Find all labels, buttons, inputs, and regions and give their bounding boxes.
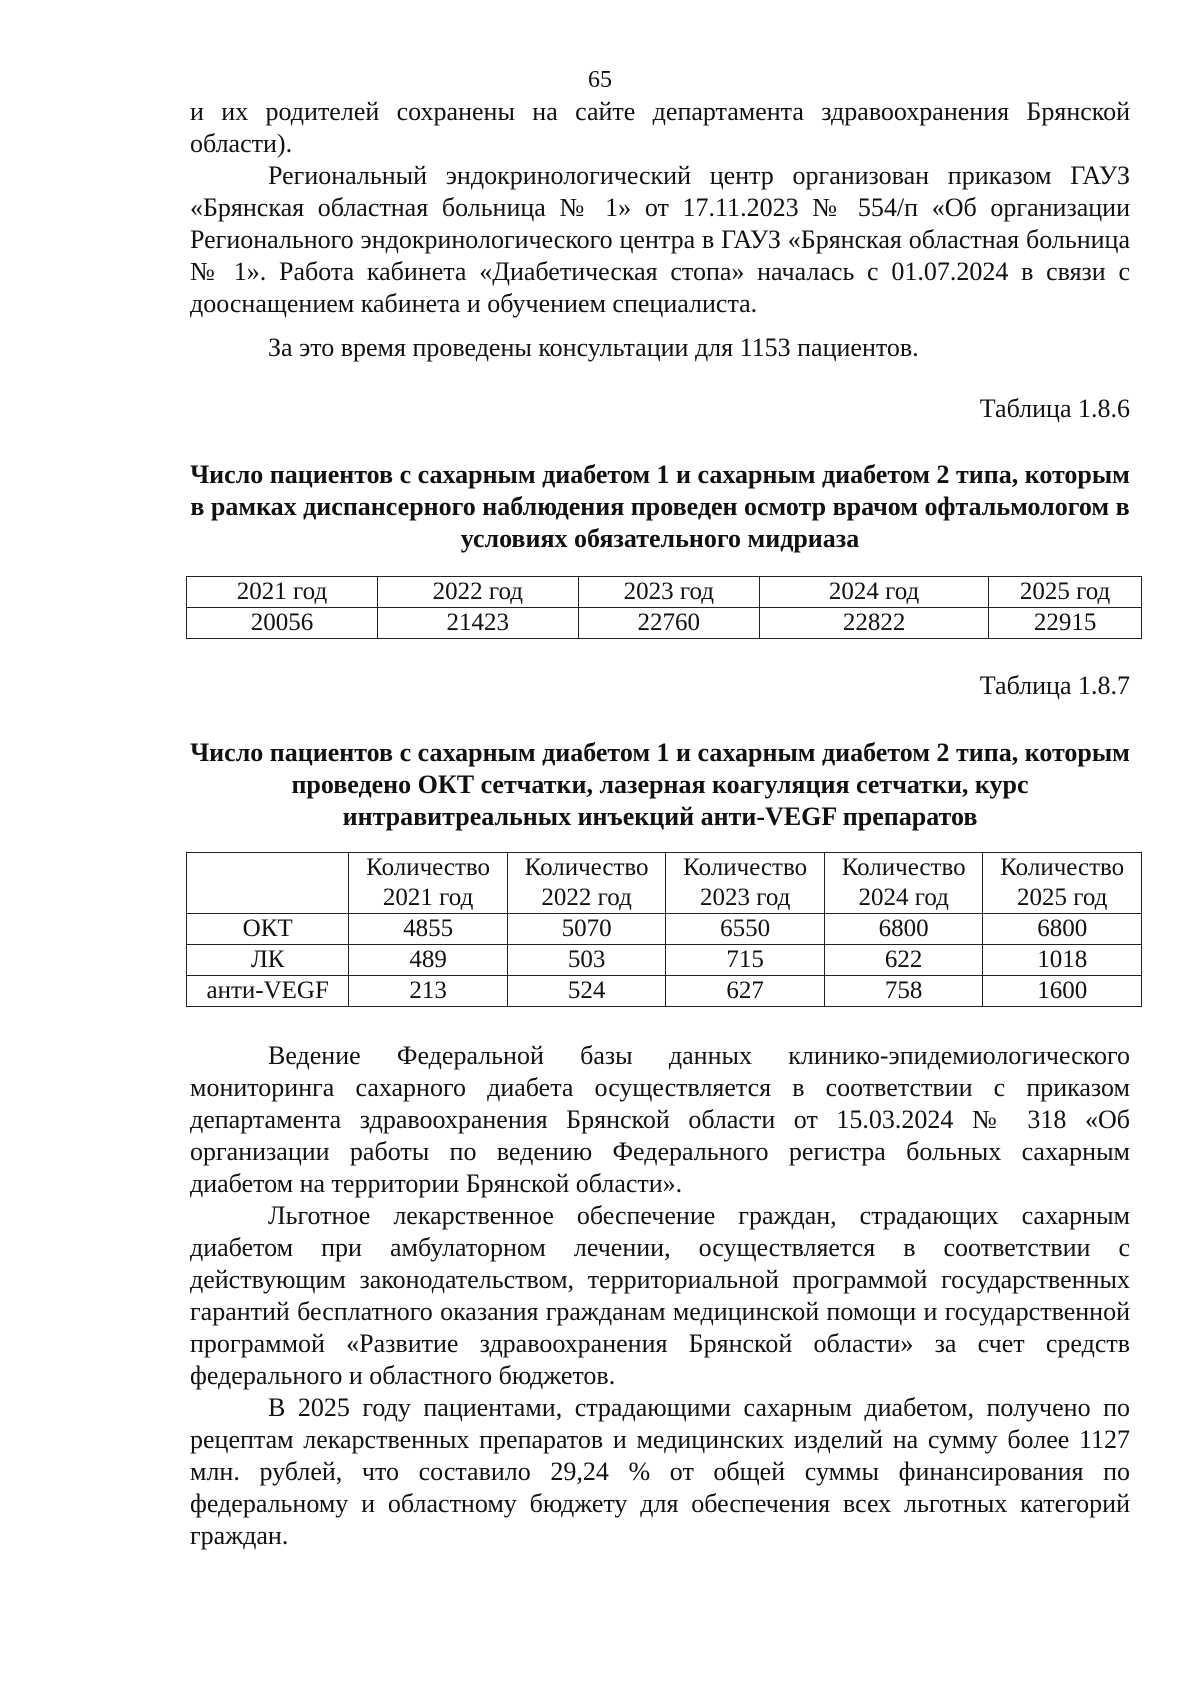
table-header-row <box>187 853 1142 914</box>
paragraph: и их родителей сохранены на сайте департамента здравоохранения Брянской области). <box>190 97 1130 158</box>
table-cell: 21423 <box>378 608 579 639</box>
table-header-corner <box>187 853 349 914</box>
table-cell: 1018 <box>983 945 1142 976</box>
table-cell: 524 <box>507 976 666 1007</box>
table-cell: 503 <box>507 945 666 976</box>
paragraph: Льготное лекарственное обеспечение граждан, страдающих сахарным диабетом при амбулаторном лечении, осуществляется в соответствии с действующим законодательством, территориальной программой государственных гарантий бесплатного оказания гражданам медицинской помощи и государственной программой «Развитие здравоохранения Брянской области» за счет средств федерального и областного бюджетов. <box>190 1201 1130 1390</box>
intro-text <box>190 96 1130 320</box>
paragraph: Региональный эндокринологический центр организован приказом ГАУЗ «Брянская областная больница № 1» от 17.11.2023 № 554/п «Об организации Регионального эндокринологического центра в ГАУЗ «Брянская областная больница № 1». Работа кабинета «Диабетическая стопа» началась с 01.07.2024 в связи с дооснащением кабинета и обучением специалиста. <box>190 161 1130 318</box>
table-header-cell <box>824 853 983 914</box>
table-title: Число пациентов с сахарным диабетом 1 и сахарным диабетом 2 типа, которым в рамках диспансерного наблюдения проведен осмотр врачом офтальмологом в условиях обязательного мидриаза <box>190 460 1130 553</box>
table-cell: 213 <box>349 976 508 1007</box>
table-caption: Таблица 1.8.7 <box>979 671 1130 700</box>
table-row <box>187 608 1142 639</box>
row-label: ОКТ <box>187 914 349 945</box>
table-row <box>187 976 1142 1007</box>
header-line: Количество <box>524 854 649 881</box>
table-cell: 4855 <box>349 914 508 945</box>
header-line: 2024 год <box>858 884 949 911</box>
table-cell: 627 <box>666 976 825 1007</box>
row-label: анти-VEGF <box>187 976 349 1007</box>
table-cell: 1600 <box>983 976 1142 1007</box>
table-cell: 6800 <box>983 914 1142 945</box>
table-caption: Таблица 1.8.6 <box>979 394 1130 423</box>
header-line: 2021 год <box>382 884 474 911</box>
paragraph: В 2025 году пациентами, страдающими сахарным диабетом, получено по рецептам лекарственных препаратов и медицинских изделий на сумму более 1127 млн. рублей, что составило 29,24 % от общей суммы финансирования по федеральному и областному бюджету для обеспечения всех льготных категорий граждан. <box>190 1393 1130 1550</box>
table-header-cell <box>507 853 666 914</box>
ophthalmology-table <box>186 576 1142 639</box>
header-line: Количество <box>683 854 808 881</box>
table-cell: 715 <box>666 945 825 976</box>
table-row <box>187 945 1142 976</box>
table-row <box>187 914 1142 945</box>
paragraph: Ведение Федеральной базы данных клинико-эпидемиологического мониторинга сахарного диабета осуществляется в соответствии с приказом департамента здравоохранения Брянской области от 15.03.2024 № 318 «Об организации работы по ведению Федерального регистра больных сахарным диабетом на территории Брянской области». <box>190 1041 1130 1198</box>
table-cell: 6550 <box>666 914 825 945</box>
table-cell: 622 <box>824 945 983 976</box>
table-cell: 22760 <box>578 608 759 639</box>
table-header-row <box>187 577 1142 608</box>
table-header-cell <box>349 853 508 914</box>
table-header-cell: 2022 год <box>378 577 579 608</box>
table-cell: 22822 <box>759 608 988 639</box>
retina-treatment-table <box>186 852 1142 1007</box>
table-header-cell <box>666 853 825 914</box>
header-line: Количество <box>1000 854 1125 881</box>
table-cell: 6800 <box>824 914 983 945</box>
header-line: 2022 год <box>541 884 632 911</box>
table-cell: 20056 <box>187 608 378 639</box>
row-label: ЛК <box>187 945 349 976</box>
table-cell: 758 <box>824 976 983 1007</box>
table-header-cell: 2021 год <box>187 577 378 608</box>
paragraph: За это время проведены консультации для 1153 пациентов. <box>268 333 919 362</box>
table-header-cell: 2023 год <box>578 577 759 608</box>
table-cell: 22915 <box>989 608 1142 639</box>
header-line: Количество <box>841 854 966 881</box>
header-line: Количество <box>366 854 491 881</box>
table-header-cell: 2025 год <box>989 577 1142 608</box>
table-cell: 489 <box>349 945 508 976</box>
table-title: Число пациентов с сахарным диабетом 1 и сахарным диабетом 2 типа, которым проведено ОКТ сетчатки, лазерная коагуляция сетчатки, курс интравитреальных инъекций анти-VEGF препаратов <box>190 738 1130 831</box>
header-line: 2025 год <box>1017 884 1108 911</box>
closing-text <box>190 1040 1130 1552</box>
header-line: 2023 год <box>699 884 791 911</box>
table-header-cell <box>983 853 1142 914</box>
table-cell: 5070 <box>507 914 666 945</box>
table-header-cell: 2024 год <box>759 577 988 608</box>
page-number: 65 <box>588 67 612 93</box>
